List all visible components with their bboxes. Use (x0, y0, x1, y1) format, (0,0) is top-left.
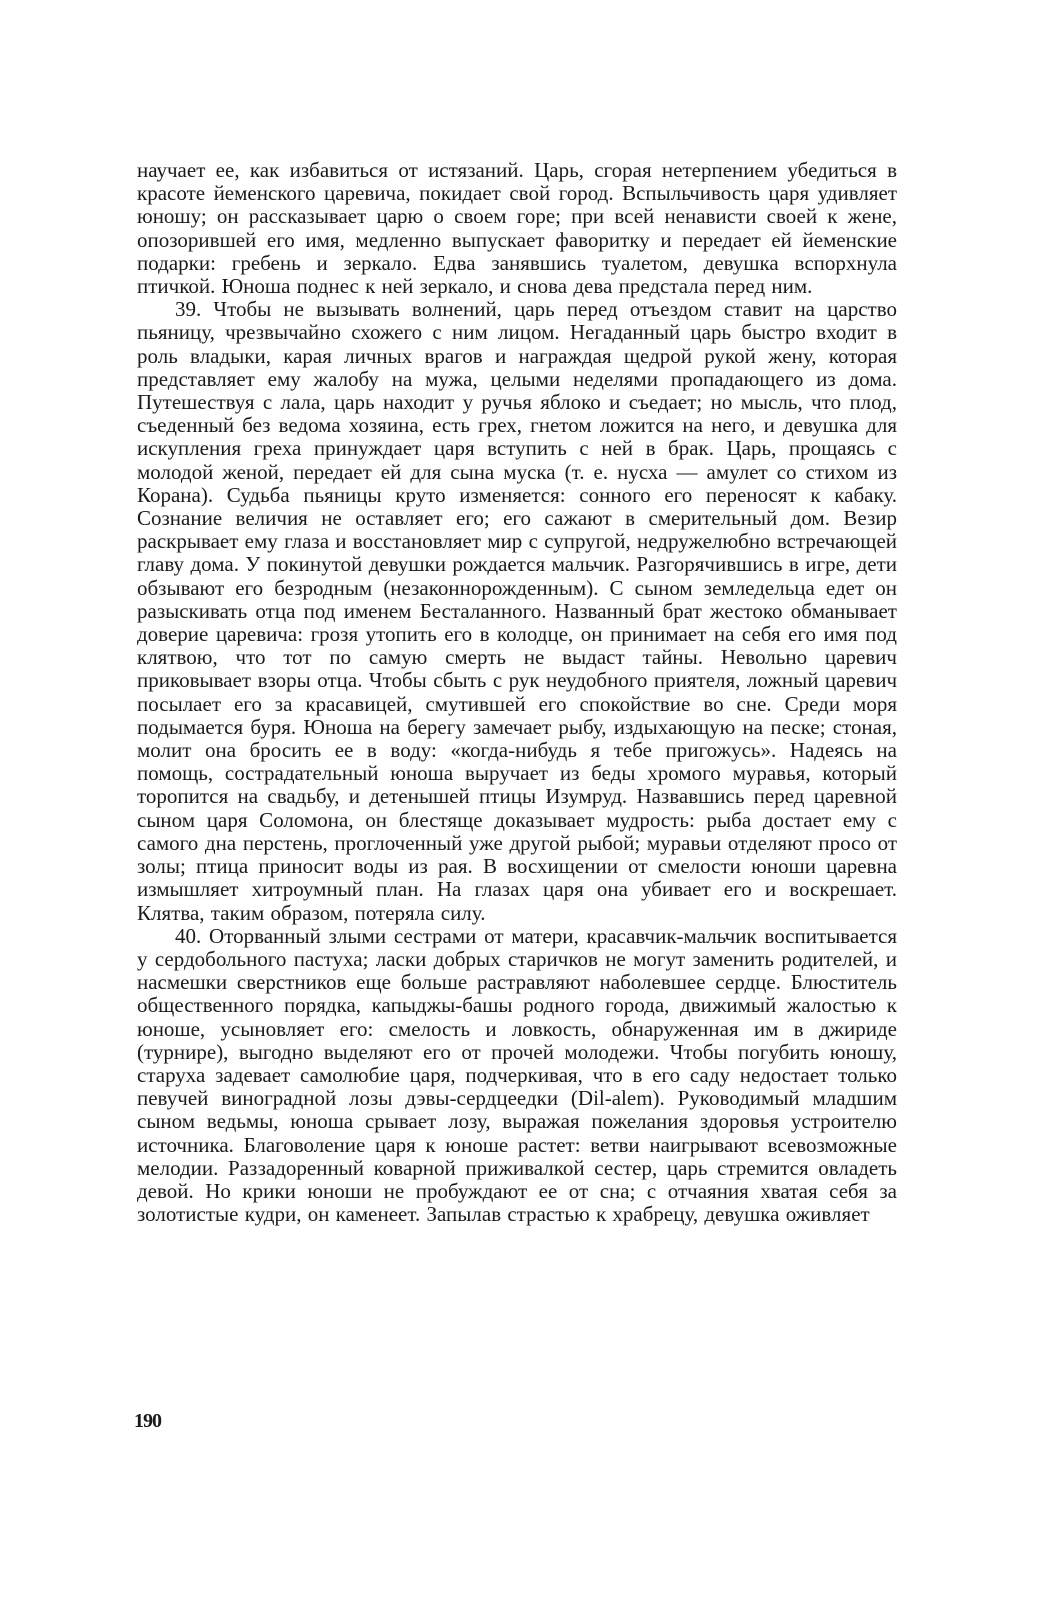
paragraph-number: 40. (175, 923, 202, 948)
paragraph-text: Оторванный злыми сестрами от матери, красавчик-мальчик воспитывается у сердобольного пастуха; ласки добрых старичков не могут заменить родителей, и насмешки сверстников еще больше растравляют наболевшее сердце. Блюститель общественного порядка, капыджы-башы родного города, движимый жалостью к юноше, усыновляет его: смелость и ловкость, обнаруженная им в джириде (турнире), выгодно выделяют его от прочей молодежи. Чтобы погубить юношу, старуха задевает самолюбие царя, подчеркивая, что в его саду недостает только певучей виноградной лозы дэвы-сердцеедки (Dil-alem). Руководимый младшим сыном ведьмы, юноша срывает лозу, выражая пожелания здоровья устроителю источника. Благоволение царя к юноше растет: ветви наигрывают всевозможные мелодии. Раззадоренный коварной приживалкой сестер, царь стремится овладеть девой. Но крики юноши не пробуждают ее от сна; с отчаяния хватая себя за золотистые кудри, он каменеет. Запылав страстью к храбрецу, девушка оживляет (137, 923, 898, 1227)
paragraph-40 (137, 925, 897, 1227)
paragraph-continuation (137, 159, 897, 298)
paragraph-text: научает ее, как избавиться от истязаний. Царь, сгорая нетерпением убедиться в красоте йеменского царевича, покидает свой город. Вспыльчивость царя удивляет юношу; он рассказывает царю о своем горе; при всей ненависти своей к жене, опозорившей его имя, медленно выпускает фаворитку и передает ей йеменские подарки: гребень и зеркало. Едва занявшись туалетом, девушка вспорхнула птичкой. Юноша поднес к ней зеркало, и снова дева предстала перед ним. (137, 158, 897, 299)
paragraph-number: 39. (175, 297, 202, 322)
paragraph-39 (137, 298, 897, 924)
page-text (137, 159, 897, 1226)
page-number: 190 (134, 1410, 161, 1432)
paragraph-text: Чтобы не вызывать волнений, царь перед отъездом ставит на царство пьяницу, чрезвычайно схожего с ним лицом. Негаданный царь быстро входит в роль владыки, карая личных врагов и награждая щедрой рукой жену, которая представляет ему жалобу на мужа, целыми неделями пропадающего из дома. Путешествуя с лала, царь находит у ручья яблоко и съедает; но мысль, что плод, съеденный без ведома хозяина, есть грех, гнетом ложится на него, и девушка для искупления греха принуждает царя вступить с ней в брак. Царь, прощаясь с молодой женой, передает ей для сына муска (т. е. нусха — амулет со стихом из Корана). Судьба пьяницы круто изменяется: сонного его переносят к кабаку. Сознание величия не оставляет его; его сажают в смерительный дом. Везир раскрывает ему глаза и восстановляет мир с супругой, недружелюбно встречающей главу дома. У покинутой девушки рождается мальчик. Разгорячившись в игре, дети обзывают его безродным (незаконнорожденным). С сыном земледельца едет он разыскивать отца под именем Бесталанного. Названный брат жестоко обманывает доверие царевича: грозя утопить его в колодце, он принимает на себя его имя под клятвою, что тот по самую смерть не выдаст тайны. Невольно царевич приковывает взоры отца. Чтобы сбыть с рук неудобного приятеля, ложный царевич посылает его за красавицей, смутившей его спокойствие во сне. Среди моря подымается буря. Юноша на берегу замечает рыбу, издыхающую на песке; стоная, молит она бросить ее в воду: «когда-нибудь я тебе пригожусь». Надеясь на помощь, сострадательный юноша выручает из беды хромого муравья, который торопится на свадьбу, и детенышей птицы Изумруд. Назвавшись перед царевной сыном царя Соломона, он блестяще доказывает мудрость: рыба достает ему с самого дна перстень, проглоченный уже другой рыбой; муравьи отделяют просо от золы; птица приносит воды из рая. В восхищении от смелости юноши царевна измышляет хитроумный план. На глазах царя она убивает его и воскрешает. Клятва, таким образом, потеряла силу. (137, 297, 897, 925)
